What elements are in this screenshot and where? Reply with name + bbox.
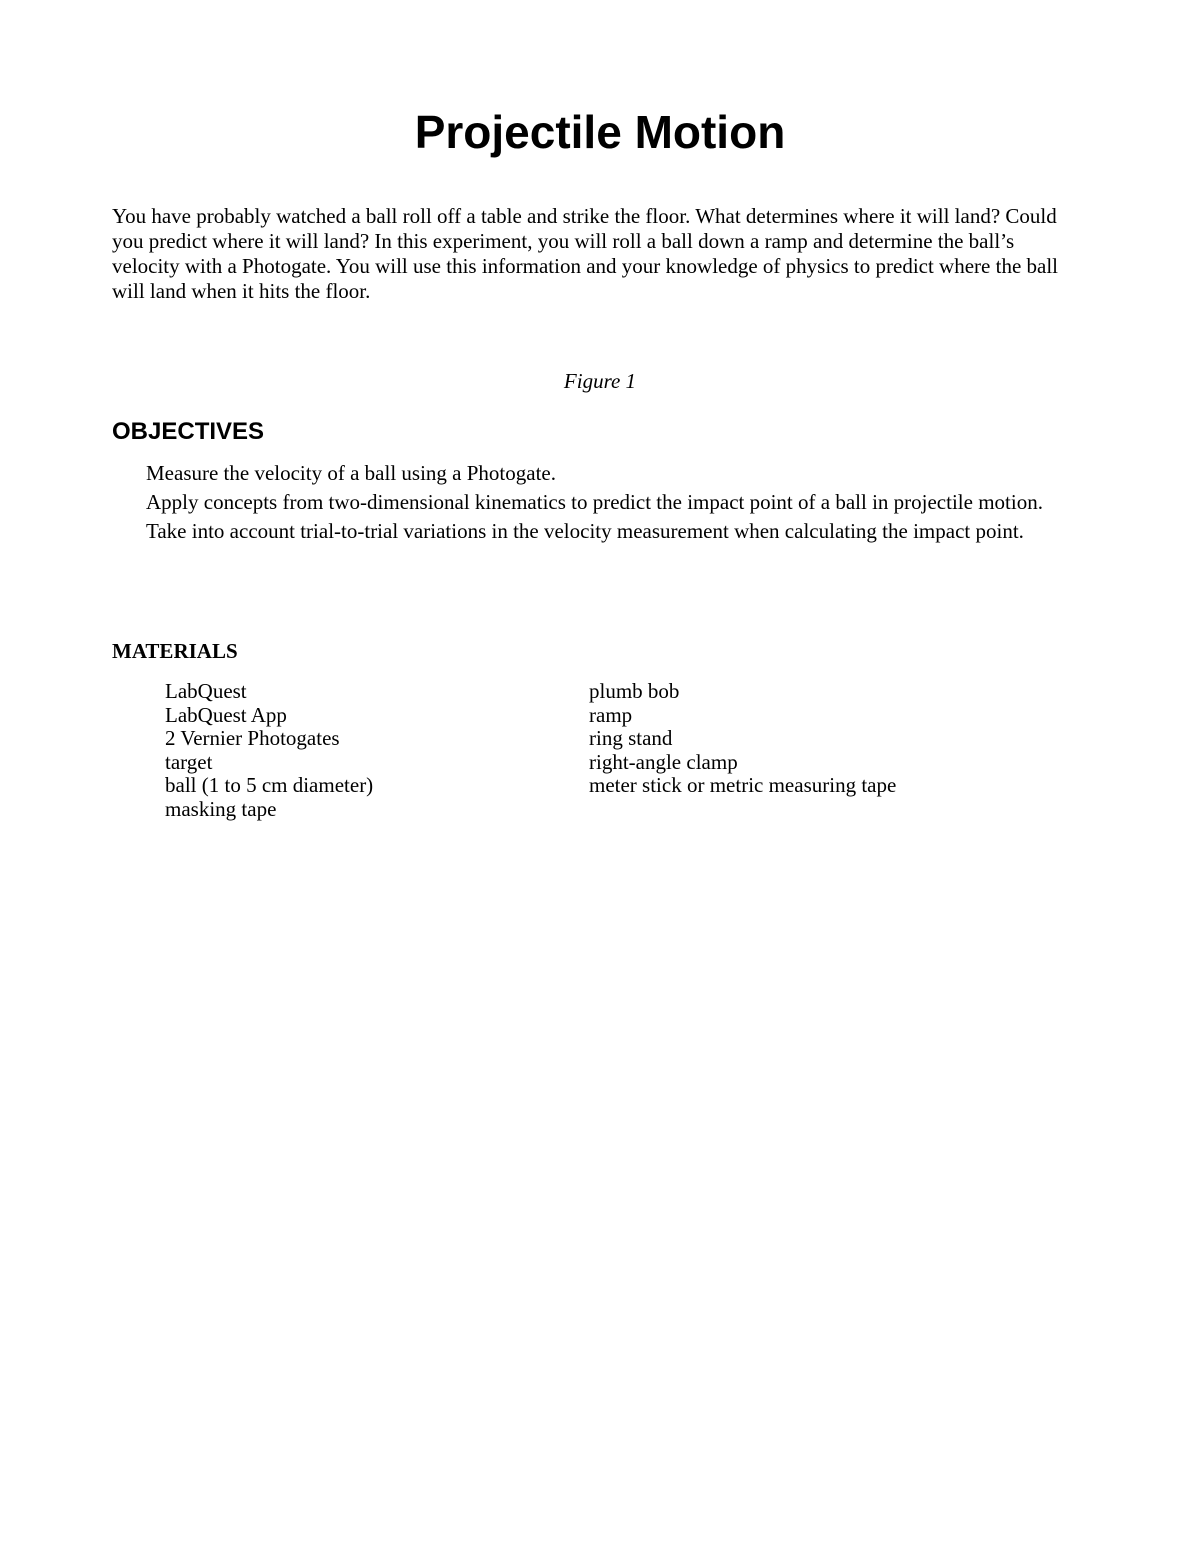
materials-heading: MATERIALS	[112, 639, 238, 663]
material-item: target	[165, 749, 213, 774]
material-item: LabQuest	[165, 679, 247, 703]
page-title: Projectile Motion	[414, 106, 786, 158]
material-item: 2 Vernier Photogates	[165, 726, 340, 750]
material-item: meter stick or metric measuring tape	[589, 773, 897, 797]
material-item: ball (1 to 5 cm diameter)	[165, 773, 374, 797]
objective-item: Apply concepts from two-dimensional kinematics to predict the impact point of a ball in projectile motion.	[146, 490, 1043, 514]
objectives-list	[146, 461, 1086, 548]
objectives-heading: OBJECTIVES	[112, 418, 265, 445]
material-item: plumb bob	[589, 679, 680, 703]
material-item: ramp	[589, 702, 633, 727]
materials-list-left	[165, 680, 373, 821]
material-item: right-angle clamp	[589, 749, 738, 774]
objective-item: Measure the velocity of a ball using a Photogate.	[146, 461, 556, 485]
materials-list-right	[589, 680, 896, 798]
figure-caption: Figure 1	[563, 369, 637, 393]
material-item: LabQuest App	[165, 702, 287, 727]
material-item: ring stand	[589, 726, 673, 750]
material-item: masking tape	[165, 796, 277, 821]
intro-paragraph: You have probably watched a ball roll off a table and strike the floor. What determines where it will land? Could you predict where it will land? In this experiment, you will roll a ball down a ramp and determine the ball’s velocity with a Photogate. You will use this information and your knowledge of physics to predict where the ball will land when it hits the floor.	[112, 204, 1059, 303]
objective-item: Take into account trial-to-trial variations in the velocity measurement when calculating the impact point.	[146, 519, 1024, 543]
